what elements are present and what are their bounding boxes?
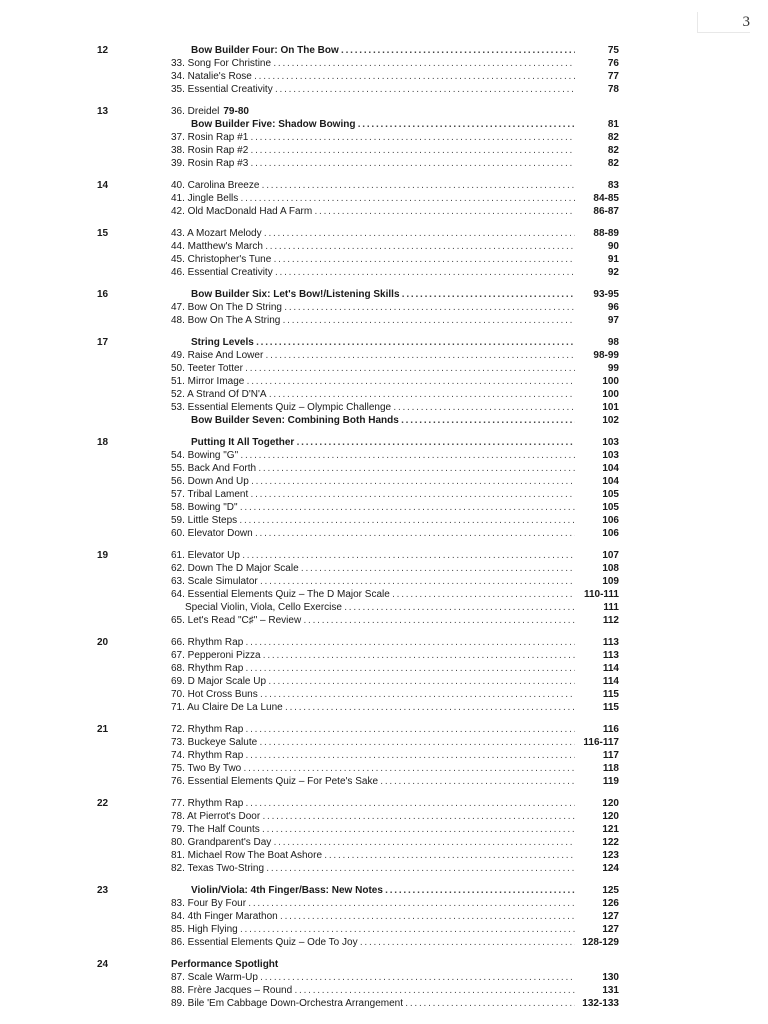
toc-entry	[171, 723, 619, 736]
entry-page: 115	[602, 702, 619, 713]
entry-title: 39. Rosin Rap #3	[171, 158, 249, 169]
entry-page: 96	[607, 302, 619, 313]
entry-page: 107	[602, 550, 619, 561]
entry-title: Putting It All Together	[191, 437, 295, 448]
lesson-number: 13	[97, 106, 109, 117]
entry-page: 113	[602, 650, 619, 661]
entry-page: 110-111	[583, 589, 619, 600]
section-heading-row	[171, 288, 619, 301]
toc-entry	[171, 749, 619, 762]
entry-title: 82. Texas Two-String	[171, 863, 265, 874]
toc-entry	[171, 997, 619, 1010]
toc-entry	[171, 562, 619, 575]
entry-title: 70. Hot Cross Buns	[171, 689, 258, 700]
entry-page: 86-87	[593, 206, 619, 217]
entry-title: 41. Jingle Bells	[171, 193, 239, 204]
lesson-group	[0, 436, 768, 540]
entry-page: 132-133	[582, 998, 619, 1009]
entry-page: 82	[607, 145, 619, 156]
entry-page: 82	[607, 132, 619, 143]
entry-page: 130	[602, 972, 619, 983]
entry-title: 47. Bow On The D String	[171, 302, 282, 313]
entry-page: 116-117	[583, 737, 619, 748]
entry-title: 50. Teeter Totter	[171, 363, 243, 374]
entry-title: 87. Scale Warm-Up	[171, 972, 258, 983]
entry-page: 77	[607, 71, 619, 82]
toc-entry	[171, 462, 619, 475]
entry-title: 45. Christopher's Tune	[171, 254, 272, 265]
toc-entry	[171, 823, 619, 836]
lesson-number: 20	[97, 637, 109, 648]
entry-title: 42. Old MacDonald Had A Farm	[171, 206, 313, 217]
entry-page: 98-99	[593, 350, 619, 361]
toc-entry	[171, 362, 619, 375]
entry-title: 53. Essential Elements Quiz – Olympic Challenge	[171, 402, 392, 413]
lesson-group	[0, 336, 768, 427]
lesson-group	[0, 105, 768, 170]
entry-page: 121	[602, 824, 619, 835]
toc-entry	[171, 797, 619, 810]
entry-title: 55. Back And Forth	[171, 463, 257, 474]
toc-entry	[171, 862, 619, 875]
entry-page: 125	[602, 885, 619, 896]
entry-title: 85. High Flying	[171, 924, 238, 935]
section-heading-row	[171, 44, 619, 57]
toc-entry	[171, 984, 619, 997]
entry-page: 91	[607, 254, 619, 265]
entry-title: 60. Elevator Down	[171, 528, 253, 539]
toc-entry	[171, 910, 619, 923]
entry-page: 101	[602, 402, 619, 413]
entry-title: 73. Buckeye Salute	[171, 737, 258, 748]
entry-title: 54. Bowing "G"	[171, 450, 239, 461]
lesson-number: 24	[97, 959, 109, 970]
lesson-group	[0, 723, 768, 788]
toc-entry	[171, 849, 619, 862]
entry-page: 114	[602, 676, 619, 687]
entry-page: 127	[602, 924, 619, 935]
section-heading-row	[171, 958, 619, 971]
entry-page: 105	[602, 489, 619, 500]
lesson-group	[0, 44, 768, 96]
entry-title: 72. Rhythm Rap	[171, 724, 244, 735]
entry-title: Bow Builder Seven: Combining Both Hands	[191, 415, 399, 426]
entry-title: 38. Rosin Rap #2	[171, 145, 249, 156]
toc-entry	[171, 614, 619, 627]
entry-title: 68. Rhythm Rap	[171, 663, 244, 674]
toc-entry	[171, 923, 619, 936]
toc-entry	[171, 179, 619, 192]
entry-title: 86. Essential Elements Quiz – Ode To Joy	[171, 937, 358, 948]
entry-page: 104	[602, 476, 619, 487]
toc-entry	[171, 736, 619, 749]
entry-page: 114	[602, 663, 619, 674]
entry-page: 116	[602, 724, 619, 735]
entry-title: 77. Rhythm Rap	[171, 798, 244, 809]
lesson-number: 21	[97, 724, 109, 735]
lesson-number: 14	[97, 180, 109, 191]
lesson-number: 16	[97, 289, 109, 300]
entry-title: 64. Essential Elements Quiz – The D Major Scale	[171, 589, 390, 600]
lesson-number: 15	[97, 228, 109, 239]
section-heading-row	[171, 884, 619, 897]
lesson-number: 17	[97, 337, 109, 348]
entry-title: 52. A Strand Of D'N'A	[171, 389, 267, 400]
entry-page: 106	[602, 515, 619, 526]
entry-page: 104	[602, 463, 619, 474]
toc-entry	[171, 488, 619, 501]
entry-page: 76	[607, 58, 619, 69]
toc-entry	[171, 227, 619, 240]
entry-page: 109	[602, 576, 619, 587]
toc-entry	[171, 401, 619, 414]
lesson-number: 12	[97, 45, 109, 56]
entry-page: 126	[602, 898, 619, 909]
entry-page: 119	[602, 776, 619, 787]
entry-title: Bow Builder Five: Shadow Bowing	[191, 119, 356, 130]
toc-entry	[171, 375, 619, 388]
entry-title: 37. Rosin Rap #1	[171, 132, 249, 143]
toc-entry	[171, 575, 619, 588]
entry-page: 128-129	[582, 937, 619, 948]
entry-title: 49. Raise And Lower	[171, 350, 264, 361]
toc-entry	[171, 57, 619, 70]
table-of-contents	[0, 44, 768, 1019]
toc-entry	[171, 157, 619, 170]
entry-page: 88-89	[593, 228, 619, 239]
entry-title: 48. Bow On The A String	[171, 315, 281, 326]
toc-entry	[171, 388, 619, 401]
entry-title: 34. Natalie's Rose	[171, 71, 252, 82]
entry-page: 105	[602, 502, 619, 513]
entry-title: 35. Essential Creativity	[171, 84, 273, 95]
toc-entry	[171, 688, 619, 701]
lesson-group	[0, 797, 768, 875]
entry-title: 71. Au Claire De La Lune	[171, 702, 283, 713]
entry-title: 76. Essential Elements Quiz – For Pete's Sake	[171, 776, 379, 787]
toc-entry	[171, 475, 619, 488]
entry-page: 92	[607, 267, 619, 278]
entry-title: 40. Carolina Breeze	[171, 180, 260, 191]
toc-entry	[171, 314, 619, 327]
entry-page: 98	[607, 337, 619, 348]
entry-page: 118	[602, 763, 619, 774]
toc-entry	[171, 70, 619, 83]
entry-title: Violin/Viola: 4th Finger/Bass: New Notes	[191, 885, 383, 896]
toc-entry	[171, 897, 619, 910]
entry-title: 56. Down And Up	[171, 476, 249, 487]
toc-entry	[171, 636, 619, 649]
entry-page: 112	[602, 615, 619, 626]
entry-title: 46. Essential Creativity	[171, 267, 273, 278]
lesson-number: 23	[97, 885, 109, 896]
lesson-group	[0, 884, 768, 949]
toc-entry	[171, 301, 619, 314]
toc-entry	[171, 144, 619, 157]
toc-entry	[171, 675, 619, 688]
entry-page: 106	[602, 528, 619, 539]
entry-title: 79. The Half Counts	[171, 824, 260, 835]
lesson-group	[0, 179, 768, 218]
entry-page: 127	[602, 911, 619, 922]
toc-entry	[171, 131, 619, 144]
entry-title: 33. Song For Christine	[171, 58, 272, 69]
entry-page: 100	[602, 376, 619, 387]
entry-page: 83	[607, 180, 619, 191]
toc-entry	[171, 192, 619, 205]
lesson-group	[0, 288, 768, 327]
toc-entry	[171, 527, 619, 540]
entry-page: 90	[607, 241, 619, 252]
toc-entry	[171, 810, 619, 823]
toc-entry	[171, 514, 619, 527]
toc-entry	[171, 501, 619, 514]
toc-entry	[171, 253, 619, 266]
toc-entry	[171, 936, 619, 949]
lesson-group	[0, 549, 768, 627]
entry-page: 131	[602, 985, 619, 996]
entry-page: 108	[602, 563, 619, 574]
entry-title: 80. Grandparent's Day	[171, 837, 272, 848]
entry-title: Bow Builder Six: Let's Bow!/Listening Skills	[191, 289, 400, 300]
toc-entry	[171, 971, 619, 984]
entry-page: 120	[602, 798, 619, 809]
lesson-group	[0, 958, 768, 1010]
entry-title: 75. Two By Two	[171, 763, 242, 774]
entry-title: 44. Matthew's March	[171, 241, 263, 252]
entry-title: 78. At Pierrot's Door	[171, 811, 261, 822]
entry-page: 124	[602, 863, 619, 874]
entry-title: 51. Mirror Image	[171, 376, 245, 387]
lesson-number: 18	[97, 437, 109, 448]
lesson-number: 22	[97, 798, 109, 809]
entry-title: Special Violin, Viola, Cello Exercise	[185, 602, 342, 613]
entry-title: 67. Pepperoni Pizza	[171, 650, 261, 661]
entry-title: String Levels	[191, 337, 254, 348]
entry-page: 100	[602, 389, 619, 400]
entry-page: 84-85	[593, 193, 619, 204]
toc-entry	[171, 588, 619, 601]
toc-entry	[171, 449, 619, 462]
entry-page: 81	[607, 119, 619, 130]
toc-entry	[171, 662, 619, 675]
entry-title: 74. Rhythm Rap	[171, 750, 244, 761]
entry-page: 111	[603, 602, 619, 613]
entry-page: 103	[602, 450, 619, 461]
entry-title: 66. Rhythm Rap	[171, 637, 244, 648]
entry-page: 113	[602, 637, 619, 648]
entry-title: 43. A Mozart Melody	[171, 228, 262, 239]
entry-title: 58. Bowing "D"	[171, 502, 238, 513]
entry-title: 36. Dreidel	[171, 106, 220, 117]
section-heading-row	[171, 436, 619, 449]
toc-entry	[171, 205, 619, 218]
entry-page: 117	[602, 750, 619, 761]
entry-title: 65. Let's Read "C♯" – Review	[171, 615, 302, 626]
entry-title: 63. Scale Simulator	[171, 576, 258, 587]
toc-entry	[171, 649, 619, 662]
toc-entry	[171, 549, 619, 562]
entry-page: 115	[602, 689, 619, 700]
entry-page: 102	[602, 415, 619, 426]
entry-page: 79-80	[223, 106, 249, 117]
lesson-group	[0, 227, 768, 279]
entry-page: 78	[607, 84, 619, 95]
entry-title: 83. Four By Four	[171, 898, 247, 909]
entry-title: Performance Spotlight	[171, 959, 279, 970]
entry-title: 61. Elevator Up	[171, 550, 240, 561]
entry-title: 59. Little Steps	[171, 515, 238, 526]
toc-entry	[171, 601, 619, 614]
entry-page: 99	[607, 363, 619, 374]
entry-title: 69. D Major Scale Up	[171, 676, 267, 687]
toc-entry	[171, 266, 619, 279]
section-heading-row	[171, 336, 619, 349]
entry-title: 57. Tribal Lament	[171, 489, 249, 500]
entry-page: 75	[607, 45, 619, 56]
entry-page: 122	[602, 837, 619, 848]
entry-title: 81. Michael Row The Boat Ashore	[171, 850, 323, 861]
toc-entry	[171, 240, 619, 253]
toc-entry	[171, 775, 619, 788]
entry-title: 84. 4th Finger Marathon	[171, 911, 278, 922]
page-number: 3	[697, 12, 750, 33]
entry-title: 88. Frère Jacques – Round	[171, 985, 293, 996]
entry-page: 120	[602, 811, 619, 822]
entry-title: 89. Bile 'Em Cabbage Down-Orchestra Arrangement	[171, 998, 404, 1009]
lesson-group	[0, 636, 768, 714]
toc-entry	[171, 701, 619, 714]
toc-entry	[171, 349, 619, 362]
lesson-number: 19	[97, 550, 109, 561]
entry-page: 82	[607, 158, 619, 169]
section-heading-row	[171, 414, 619, 427]
entry-page: 93-95	[593, 289, 619, 300]
entry-page: 103	[602, 437, 619, 448]
toc-entry	[171, 83, 619, 96]
toc-entry	[171, 762, 619, 775]
toc-entry	[171, 836, 619, 849]
toc-entry	[171, 105, 619, 118]
entry-page: 123	[602, 850, 619, 861]
entry-page: 97	[607, 315, 619, 326]
entry-title: 62. Down The D Major Scale	[171, 563, 299, 574]
section-heading-row	[171, 118, 619, 131]
entry-title: Bow Builder Four: On The Bow	[191, 45, 339, 56]
